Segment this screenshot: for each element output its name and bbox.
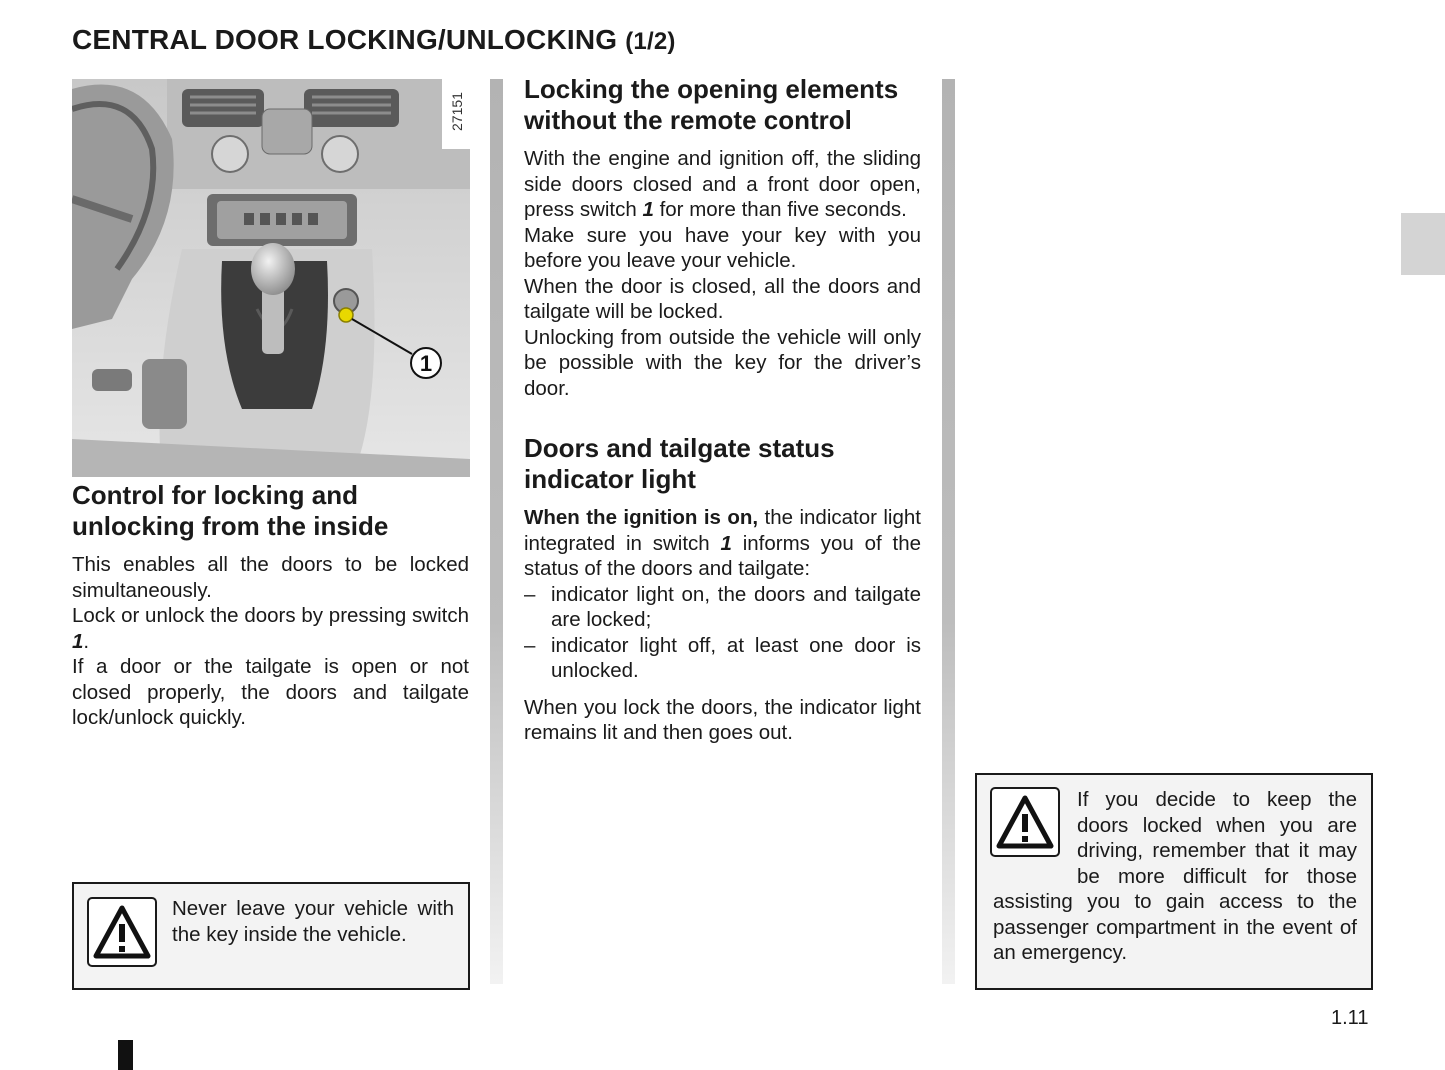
switch-ref: 1 [642, 198, 654, 221]
section-control-heading: Control for locking and unlocking from the inside [72, 480, 389, 541]
dashboard-illustration [72, 79, 470, 477]
switch-ref: 1 [720, 531, 732, 555]
section-control-p3: If a door or the tailgate is open or not closed properly, the doors and tailgate lock/unlock quickly. [72, 655, 469, 729]
page-number: 1.11 [1331, 1007, 1369, 1029]
section-status-heading: Doors and tailgate status indicator light [524, 433, 835, 494]
column-separator-right [942, 79, 955, 984]
list-item: – indicator light on, the doors and tailgate are locked; [524, 582, 921, 631]
warning-box-key [72, 882, 470, 990]
chapter-tab [1401, 213, 1445, 275]
column-separator-left [490, 79, 503, 984]
warning-key-text: Never leave your vehicle with the key inside the vehicle. [172, 897, 454, 946]
warning-box-driving [975, 773, 1373, 990]
page-title-part: (1/2) [625, 28, 676, 55]
page-title-text: CENTRAL DOOR LOCKING/UNLOCKING [72, 24, 618, 55]
page-title [72, 24, 676, 56]
section-locking-p1: With the engine and ignition off, the sliding side doors closed and a front door open, press switch 1 for more than five seconds. [524, 147, 921, 221]
section-status-p2: When you lock the doors, the indicator light remains lit and then goes out. [524, 695, 921, 744]
warning-triangle-icon [87, 897, 157, 967]
section-locking-p2: Make sure you have your key with you before you leave your vehicle. [524, 223, 921, 272]
switch-ref: 1 [72, 629, 84, 653]
warning-driving-text: If you decide to keep the doors locked when you are driving, remember that it may be more difficult for those assisting you to gain access to the passenger compartment in the event of an emergency. [993, 788, 1357, 964]
photo-ref-code: 27151 [449, 92, 465, 131]
section-locking-heading: Locking the opening elements without the remote control [524, 74, 899, 135]
section-locking-p4: Unlocking from outside the vehicle will only be possible with the key for the driver’s door. [524, 325, 921, 400]
dashboard-console-photo [72, 79, 470, 477]
section-status-p1: When the ignition is on, the indicator light integrated in switch 1 informs you of the status of the doors and tailgate: [524, 506, 921, 580]
section-locking-p3: When the door is closed, all the doors and tailgate will be locked. [524, 274, 921, 323]
edge-marker [118, 1040, 133, 1070]
list-item: – indicator light off, at least one door is unlocked. [524, 633, 921, 682]
section-control-p1: This enables all the doors to be locked simultaneously. [72, 553, 469, 602]
section-locking [524, 74, 921, 746]
section-status [524, 433, 921, 746]
section-control [72, 480, 469, 731]
photo-callout-1: 1 [419, 351, 433, 376]
section-control-p2: Lock or unlock the doors by pressing switch 1. [72, 604, 469, 653]
